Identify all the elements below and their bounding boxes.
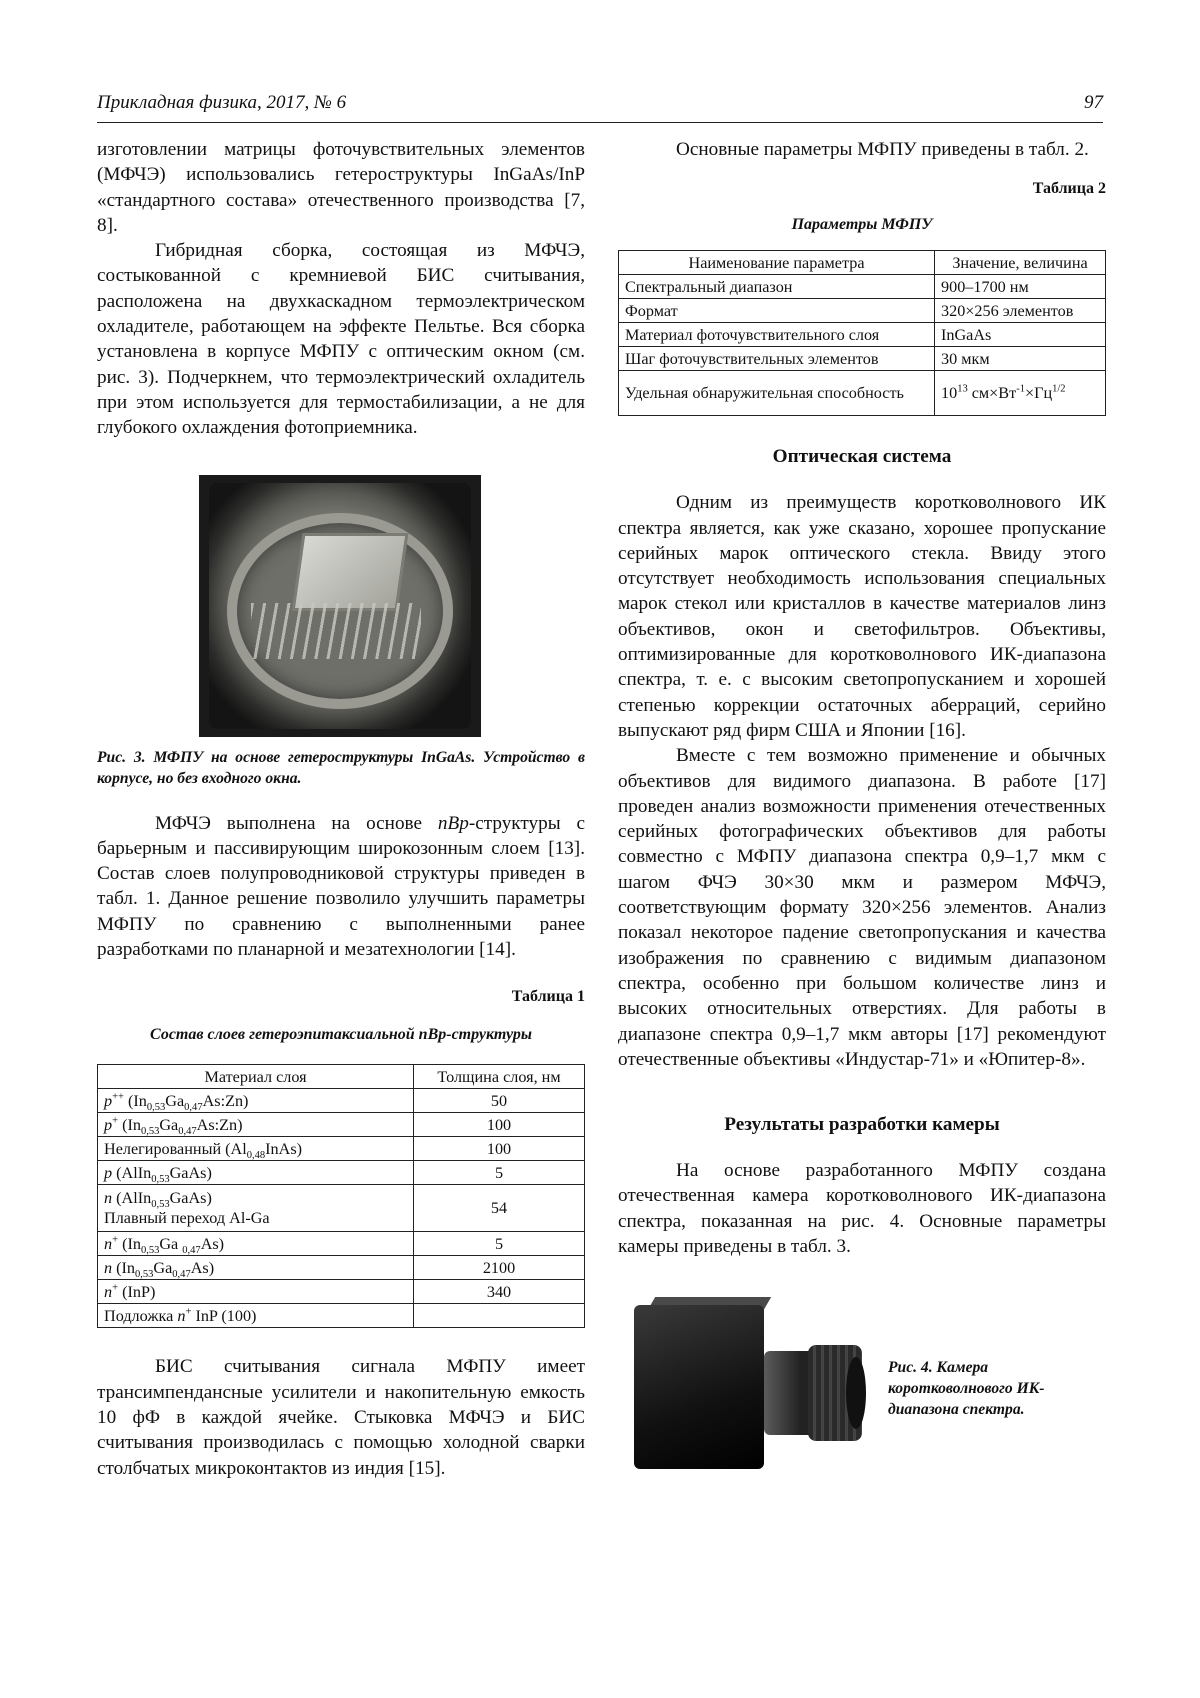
paragraph: изготовлении матрицы фоточувствительных элементов (МФЧЭ) использовались гетероструктуры InGaAs/InP «стандартного состава» отечественного производства [7, 8]. [97, 139, 585, 236]
header-cell: Значение, величина [935, 251, 1106, 275]
param-value: 30 мкм [935, 347, 1106, 371]
table-row [98, 1089, 585, 1113]
paragraph [97, 811, 585, 963]
bond-wires [251, 603, 421, 659]
layer-thickness: 54 [414, 1185, 585, 1232]
camera-photo [628, 1295, 872, 1475]
layer-thickness: 2100 [414, 1256, 585, 1280]
param-name: Удельная обнаружительная способность [619, 371, 935, 416]
layer-material: n $(In_{0,53}Ga_{0,47}As)$ [98, 1256, 414, 1280]
param-name: Формат [619, 299, 935, 323]
table-row [619, 371, 1106, 416]
table-row [98, 1232, 585, 1256]
sensor-chip [292, 533, 409, 611]
table-row [98, 1304, 585, 1328]
layer-thickness: 100 [414, 1113, 585, 1137]
right-column [618, 137, 1106, 1475]
table-1 [97, 1064, 585, 1328]
layer-material: n (AlIn$_{0,53}$GaAs) Плавный переход Al-Ga [98, 1185, 414, 1232]
table-row [98, 1256, 585, 1280]
figure-3 [97, 475, 585, 789]
paragraph: Основные параметры МФПУ приведены в табл. 2. [676, 139, 1089, 160]
page-number: 97 [1084, 92, 1103, 113]
section-heading-results: Результаты разработки камеры [724, 1114, 1000, 1136]
journal-name: Прикладная физика, 2017, № 6 [97, 92, 347, 113]
camera-body [634, 1305, 764, 1469]
table-1-label: Таблица 1 [511, 988, 585, 1006]
layer-material: n+ ($In_{0,53}Ga$ $_{0,47}$As) [98, 1232, 414, 1256]
param-name: Спектральный диапазон [619, 275, 935, 299]
layer-material: Подложка n+ InP (100) [98, 1304, 414, 1328]
figure-4 [618, 1295, 1106, 1475]
figure-3-caption: Рис. 3. МФПУ на основе гетероструктуры InGaAs. Устройство в корпусе, но без входного окна. [97, 748, 585, 787]
text-run: МФЧЭ выполнена на основе [155, 812, 438, 834]
figure-4-caption: Рис. 4. Камера коротковолнового ИК-диапазона спектра. [888, 1359, 1045, 1419]
param-name: Материал фоточувствительного слоя [619, 323, 935, 347]
layer-thickness [414, 1304, 585, 1328]
table-row [619, 299, 1106, 323]
left-column [97, 137, 585, 1481]
text-run: -структуры с барьерным и пассивирующим широкозонным слоем [13]. Состав слоев полупроводниковой структуры приведен в табл. 1. Данное решение позволило улучшить параметры МФПУ по сравнению с выполненными ранее разработками по планарной и мезатехнологии [14]. [97, 812, 586, 961]
table-row [619, 347, 1106, 371]
param-value: $10^{13}$ $см\times Вт^{-1}\times Гц^{1/2}$ [935, 371, 1106, 416]
table-row [98, 1280, 585, 1304]
table-row [98, 1113, 585, 1137]
lens-front [846, 1357, 866, 1429]
paragraph: Одним из преимуществ коротковолнового ИК спектра является, как уже сказано, хорошее пропускание серийных марок оптического стекла. Ввиду этого отсутствует необходимость использования специальных марок стекол или кристаллов в качестве материалов линз объективов, окон и светофильтров. Объективы, оптимизированные для коротковолнового ИК-диапазона спектра, т. е. с высоким светопропусканием и хорошей степенью коррекции остаточных аберраций, серийно выпускают ряд фирм США и Японии [16]. [618, 492, 1106, 741]
table-header-row [619, 251, 1106, 275]
header-cell: Материал слоя [98, 1065, 414, 1089]
layer-material: n+ (InP) [98, 1280, 414, 1304]
running-header [97, 92, 1103, 123]
table-header-row [98, 1065, 585, 1089]
layer-thickness: 340 [414, 1280, 585, 1304]
header-cell: Толщина слоя, нм [414, 1065, 585, 1089]
table-row [98, 1161, 585, 1185]
table-row [619, 275, 1106, 299]
paragraph: БИС считывания сигнала МФПУ имеет трансимпендансные усилители и накопительную емкость 10 фФ в каждой ячейке. Стыковка МФЧЭ и БИС считывания производилась с помощью холодной сварки столбчатых микроконтактов из индия [15]. [97, 1356, 585, 1479]
table-2 [618, 250, 1106, 416]
layer-material: Нелегированный $(Al_{0,48}InAs)$ [98, 1137, 414, 1161]
paragraph: Гибридная сборка, состоящая из МФЧЭ, состыкованной с кремниевой БИС считывания, расположена на двухкаскадном термоэлектрическом охладителе, работающем на эффекте Пельтье. Вся сборка установлена в корпусе МФПУ с оптическим окном (см. рис. 3). Подчеркнем, что термоэлектрический охладитель при этом используется для термостабилизации, а не для глубокого охлаждения фотоприемника. [97, 240, 585, 439]
layer-thickness: 100 [414, 1137, 585, 1161]
nbp-term: nBp [437, 812, 469, 834]
paragraph: На основе разработанного МФПУ создана отечественная камера коротковолнового ИК-диапазона спектра, показанная на рис. 4. Основные параметры камеры приведены в табл. 3. [618, 1160, 1106, 1258]
layer-material: p++ $(In_{0,53}Ga_{0,47}As:Zn)$ [98, 1089, 414, 1113]
param-value: 320×256 элементов [935, 299, 1106, 323]
layer-thickness: 5 [414, 1232, 585, 1256]
layer-material: p (AlIn$_{0,53}$GaAs) [98, 1161, 414, 1185]
table-2-title: Параметры МФПУ [791, 216, 933, 234]
param-value: InGaAs [935, 323, 1106, 347]
param-value: 900–1700 нм [935, 275, 1106, 299]
table-row [98, 1185, 585, 1232]
section-heading-optics: Оптическая система [772, 446, 952, 468]
header-cell: Наименование параметра [619, 251, 935, 275]
layer-thickness: 50 [414, 1089, 585, 1113]
layer-material: p+ $(In_{0,53}Ga_{0,47}As:Zn)$ [98, 1113, 414, 1137]
layer-thickness: 5 [414, 1161, 585, 1185]
table-1-title: Состав слоев гетероэпитаксиальной nBp-структуры [150, 1026, 532, 1044]
table-row [619, 323, 1106, 347]
param-name: Шаг фоточувствительных элементов [619, 347, 935, 371]
table-row [98, 1137, 585, 1161]
table-2-label: Таблица 2 [1032, 180, 1106, 198]
fpa-package-photo [199, 475, 481, 737]
paragraph: Вместе с тем возможно применение и обычных объективов для видимого диапазона. В работе [17] проведен анализ возможности применения отечественных серийных фотографических объективов для работы совместно с МФПУ диапазона спектра 0,9–1,7 мкм с шагом ФЧЭ 30×30 мкм и размером МФЧЭ, соответствующим формату 320×256 элементов. Анализ показал некоторое падение светопропускания и качества изображения по сравнению с видимым диапазоном спектра, особенно при большом количестве линз и высоких относительных отверстиях. Для работы в диапазоне спектра 0,9–1,7 мкм авторы [17] рекомендуют отечественные объективы «Индустар-71» и «Юпитер-8». [618, 745, 1106, 1070]
